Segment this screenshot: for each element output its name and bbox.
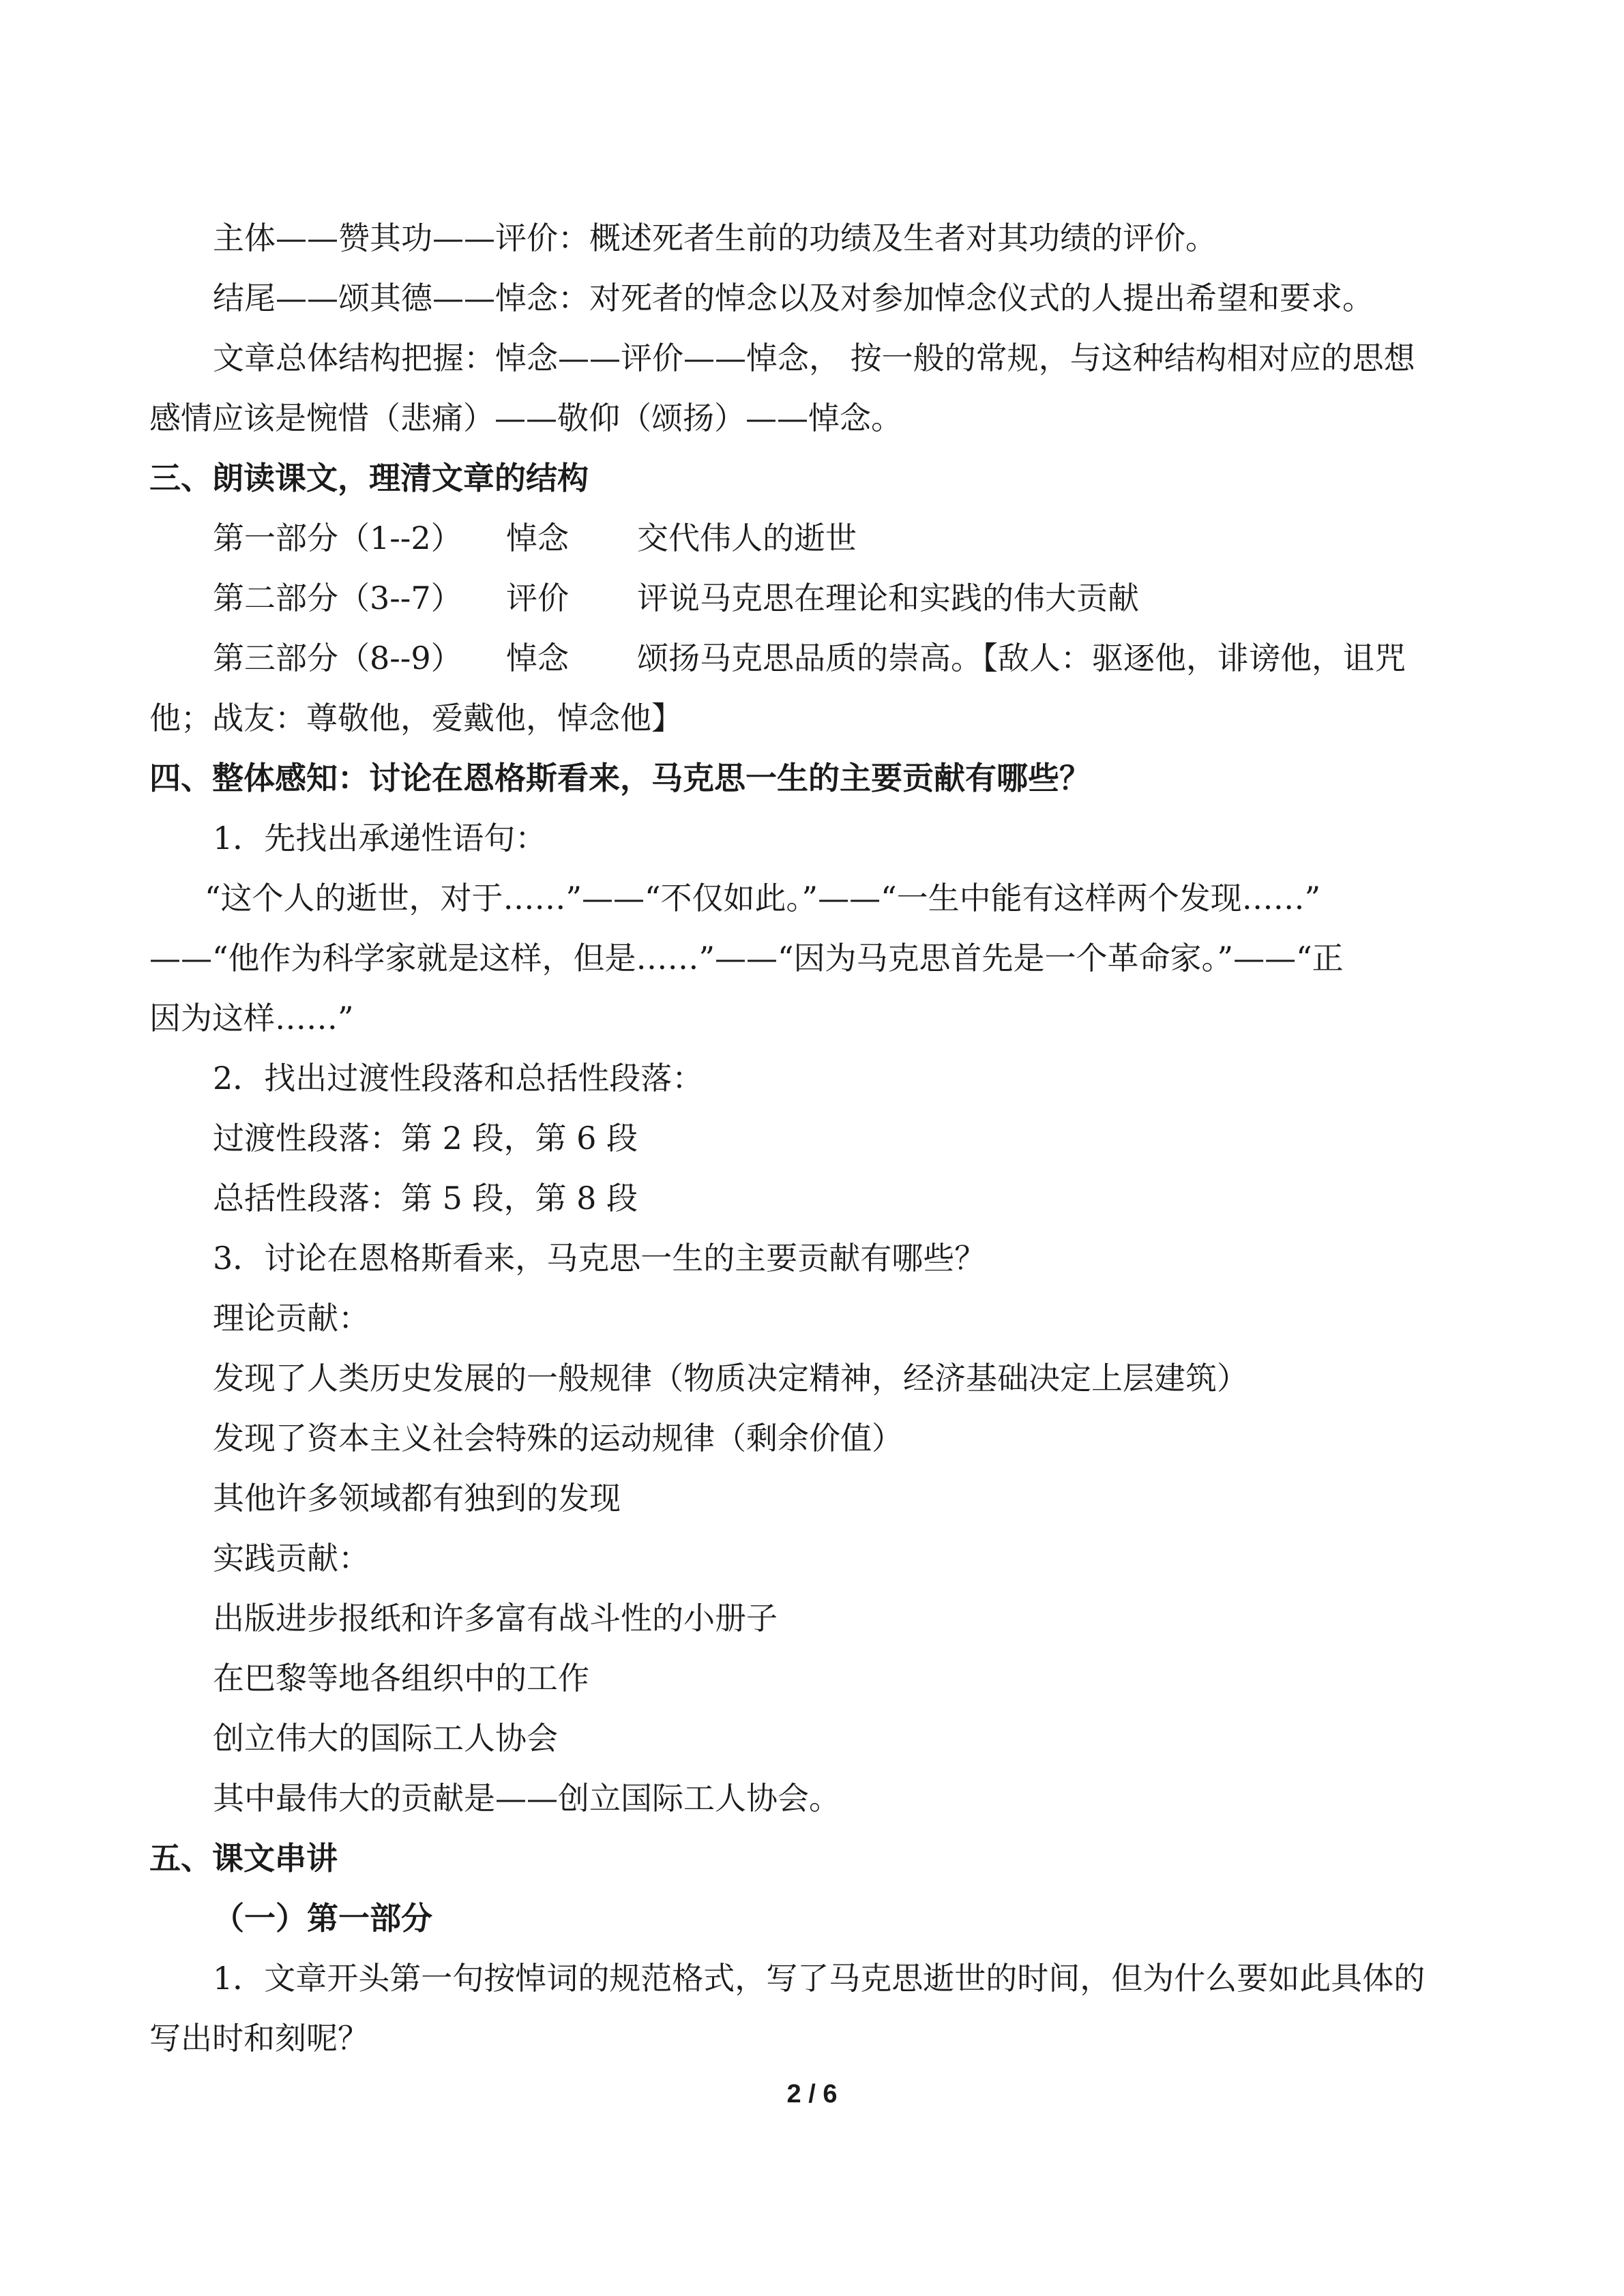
subsection-heading: （一）第一部分: [213, 1900, 432, 1937]
body-line: 在巴黎等地各组织中的工作: [213, 1660, 589, 1697]
part-type: 悼念: [506, 640, 569, 676]
part-label: 第二部分（3--7）: [213, 580, 462, 616]
body-line: 他；战友：尊敬他，爱戴他，悼念他】: [149, 700, 683, 736]
part-label: 第一部分（1--2）: [213, 520, 462, 556]
body-line: 写出时和刻呢？: [149, 2020, 369, 2057]
section-heading-3: 三、朗读课文，理清文章的结构: [149, 460, 589, 496]
body-line: 其中最伟大的贡献是——创立国际工人协会。: [213, 1780, 840, 1817]
body-line: 文章总体结构把握：悼念——评价——悼念， 按一般的常规，与这种结构相对应的思想: [213, 340, 1415, 376]
part-summary: 评说马克思在理论和实践的伟大贡献: [637, 580, 1139, 616]
part-label: 第三部分（8--9）: [213, 640, 462, 676]
structure-row-part3: [0, 638, 1624, 678]
body-line: 1．文章开头第一句按悼词的规范格式，写了马克思逝世的时间，但为什么要如此具体的: [213, 1960, 1426, 1997]
body-line: 发现了人类历史发展的一般规律（物质决定精神，经济基础决定上层建筑）: [213, 1360, 1248, 1397]
body-line: 理论贡献：: [213, 1300, 370, 1337]
body-line: 总括性段落：第 5 段，第 8 段: [213, 1180, 638, 1217]
quote-line: “这个人的逝世，对于……”——“不仅如此。”——“一生中能有这样两个发现……”: [205, 880, 1321, 916]
body-line: 2．找出过渡性段落和总括性段落：: [213, 1060, 704, 1097]
part-summary: 颂扬马克思品质的崇高。【敌人：驱逐他，诽谤他，诅咒: [637, 640, 1406, 676]
section-heading-5: 五、课文串讲: [149, 1840, 338, 1877]
body-line: 创立伟大的国际工人协会: [213, 1720, 558, 1757]
part-type: 评价: [506, 580, 569, 616]
section-heading-4: 四、整体感知：讨论在恩格斯看来，马克思一生的主要贡献有哪些？: [149, 760, 1091, 796]
body-line: 出版进步报纸和许多富有战斗性的小册子: [213, 1600, 778, 1637]
part-type: 悼念: [506, 520, 569, 556]
body-line: 3．讨论在恩格斯看来，马克思一生的主要贡献有哪些？: [213, 1240, 986, 1277]
body-line: 其他许多领域都有独到的发现: [213, 1480, 621, 1517]
body-line: 发现了资本主义社会特殊的运动规律（剩余价值）: [213, 1420, 903, 1457]
quote-line: ——“他作为科学家就是这样，但是……”——“因为马克思首先是一个革命家。”——“正: [149, 940, 1344, 976]
body-line: 1．先找出承递性语句：: [213, 820, 547, 856]
body-line: 实践贡献：: [213, 1540, 370, 1577]
page-number: 2 / 6: [786, 2080, 838, 2108]
part-summary: 交代伟人的逝世: [637, 520, 857, 556]
body-line: 过渡性段落：第 2 段，第 6 段: [213, 1120, 638, 1157]
body-line: 结尾——颂其德——悼念：对死者的悼念以及对参加悼念仪式的人提出希望和要求。: [213, 280, 1374, 316]
structure-row-part1: [0, 518, 1624, 558]
structure-row-part2: [0, 578, 1624, 618]
quote-line: 因为这样……”: [149, 1000, 354, 1037]
body-line: 主体——赞其功——评价：概述死者生前的功绩及生者对其功绩的评价。: [213, 220, 1217, 256]
body-line: 感情应该是惋惜（悲痛）——敬仰（颂扬）——悼念。: [149, 400, 902, 436]
